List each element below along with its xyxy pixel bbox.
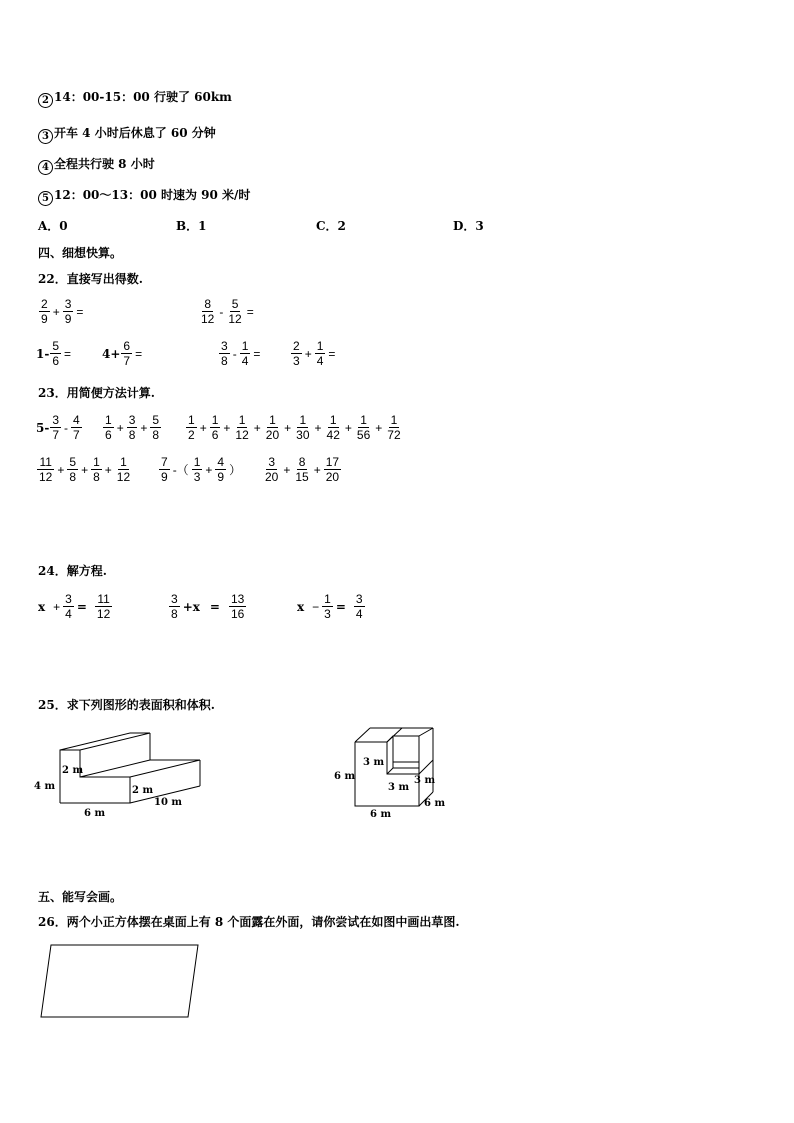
fraction: $\frac{1}{6}$ xyxy=(211,413,219,442)
fraction: $\frac{1}{42}$ xyxy=(326,413,340,442)
fraction: $\frac{5}{6}$ xyxy=(52,339,60,368)
fraction: $\frac{1}{30}$ xyxy=(296,413,310,442)
q21-item-2: 2 14：00-15：00 行驶了 60km xyxy=(38,90,232,108)
q23-expr-1: 5- $\frac{3}{7}$ - $\frac{4}{7}$ xyxy=(36,413,80,442)
q23-expr-2: $\frac{1}{6}$ + $\frac{3}{8}$ + $\frac{5}{8}$ xyxy=(105,413,160,442)
label-height: 4 m xyxy=(34,781,56,792)
fraction: $\frac{3}{4}$ xyxy=(65,592,72,621)
option-d: D．3 xyxy=(453,219,484,233)
label-cut-3: 3 m xyxy=(414,775,436,786)
fraction: $\frac{1}{20}$ xyxy=(265,413,280,442)
q22-expr-6: $\frac{2}{3}$ + $\frac{1}{4}$ = xyxy=(293,339,336,368)
tabletop-parallelogram xyxy=(36,940,206,1022)
fraction: $\frac{5}{8}$ xyxy=(152,413,160,442)
circled-number: 3 xyxy=(38,129,53,144)
label-width: 6 m xyxy=(84,808,106,819)
section-5-heading: 五、能写会画。 xyxy=(38,890,123,904)
fraction: $\frac{1}{6}$ xyxy=(105,413,112,442)
option-c: C．2 xyxy=(316,219,346,233)
fraction: $\frac{1}{2}$ xyxy=(188,413,195,442)
label-width: 6 m xyxy=(370,809,392,820)
q21-item-3: 3 开车 4 小时后休息了 60 分钟 xyxy=(38,126,216,144)
fraction: $\frac{4}{7}$ xyxy=(73,413,80,442)
label-depth: 6 m xyxy=(424,798,446,809)
fraction: $\frac{4}{9}$ xyxy=(217,455,225,484)
fraction: $\frac{3}{8}$ xyxy=(221,339,228,368)
fraction: $\frac{3}{9}$ xyxy=(64,297,72,326)
fraction: $\frac{5}{12}$ xyxy=(228,297,242,326)
cube-cutout-figure xyxy=(330,722,450,822)
fraction: $\frac{8}{15}$ xyxy=(295,455,309,484)
label-depth: 2 m xyxy=(132,785,154,796)
fraction: $\frac{1}{8}$ xyxy=(93,455,100,484)
fraction: $\frac{3}{8}$ xyxy=(128,413,136,442)
q23-expr-5: $\frac{7}{9}$ -（ $\frac{1}{3}$ + $\frac{4}{9}$ ） xyxy=(161,455,242,484)
option-a: A．0 xyxy=(38,219,68,233)
circled-number: 4 xyxy=(38,160,53,175)
q24-title: 24．解方程. xyxy=(38,564,107,578)
fraction: $\frac{1}{3}$ xyxy=(193,455,201,484)
q21-item-4: 4 全程共行驶 8 小时 xyxy=(38,157,155,175)
label-length: 10 m xyxy=(154,797,182,808)
fraction: $\frac{2}{3}$ xyxy=(293,339,300,368)
fraction: $\frac{7}{9}$ xyxy=(161,455,168,484)
fraction: $\frac{11}{12}$ xyxy=(96,592,111,621)
fraction: $\frac{1}{4}$ xyxy=(241,339,249,368)
q23-expr-3: $\frac{1}{2}$ + $\frac{1}{6}$ + $\frac{1}{12}$ + $\frac{1}{20}$ + $\frac{1}{30}$ + $\frac{1}{42}$ + $\frac{1}{56}$ + $\frac{1}{72}$ xyxy=(188,413,401,442)
fraction: $\frac{2}{9}$ xyxy=(41,297,48,326)
label-height: 6 m xyxy=(334,771,356,782)
q24-equation-2: $\frac{3}{8}$ +x = $\frac{13}{16}$ xyxy=(171,592,245,621)
fraction: $\frac{13}{16}$ xyxy=(230,592,245,621)
fraction: $\frac{11}{12}$ xyxy=(39,455,53,484)
fraction: $\frac{3}{20}$ xyxy=(265,455,279,484)
fraction: $\frac{6}{7}$ xyxy=(123,339,131,368)
label-step: 2 m xyxy=(62,765,84,776)
q25-title: 25．求下列图形的表面积和体积. xyxy=(38,698,215,712)
q24-equation-1: x + $\frac{3}{4}$ = $\frac{11}{12}$ xyxy=(38,592,111,621)
fraction: $\frac{3}{4}$ xyxy=(355,592,363,621)
fraction: $\frac{1}{12}$ xyxy=(235,413,249,442)
q22-expr-2: $\frac{8}{12}$ - $\frac{5}{12}$ = xyxy=(201,297,254,326)
q26-title: 26．两个小正方体摆在桌面上有 8 个面露在外面，请你尝试在如图中画出草图. xyxy=(38,915,460,929)
fraction: $\frac{1}{56}$ xyxy=(356,413,371,442)
q22-expr-5: $\frac{3}{8}$ - $\frac{1}{4}$ = xyxy=(221,339,261,368)
q23-expr-6: $\frac{3}{20}$ + $\frac{8}{15}$ + $\frac{17}{20}$ xyxy=(265,455,340,484)
fraction: $\frac{1}{72}$ xyxy=(387,413,401,442)
fraction: $\frac{1}{3}$ xyxy=(324,592,331,621)
label-cut-1: 3 m xyxy=(363,757,385,768)
fraction: $\frac{5}{8}$ xyxy=(69,455,77,484)
fraction: $\frac{1}{4}$ xyxy=(316,339,324,368)
q21-item-5: 5 12：00～13：00 时速为 90 米/时 xyxy=(38,188,250,206)
option-b: B．1 xyxy=(176,219,207,233)
q22-expr-1: $\frac{2}{9}$ + $\frac{3}{9}$ = xyxy=(41,297,84,326)
q23-expr-4: $\frac{11}{12}$ + $\frac{5}{8}$ + $\frac{1}{8}$ + $\frac{1}{12}$ xyxy=(39,455,131,484)
circled-number: 2 xyxy=(38,93,53,108)
fraction: $\frac{17}{20}$ xyxy=(325,455,340,484)
fraction: $\frac{8}{12}$ xyxy=(201,297,215,326)
q22-expr-4: 4+ $\frac{6}{7}$ = xyxy=(102,339,143,368)
q23-title: 23．用简便方法计算. xyxy=(38,386,155,400)
q22-expr-3: 1- $\frac{5}{6}$ = xyxy=(36,339,72,368)
section-4-heading: 四、细想快算。 xyxy=(38,246,123,260)
q24-equation-3: x − $\frac{1}{3}$ = $\frac{3}{4}$ xyxy=(297,592,363,621)
label-cut-2: 3 m xyxy=(388,782,410,793)
circled-number: 5 xyxy=(38,191,53,206)
q22-title: 22．直接写出得数. xyxy=(38,272,143,286)
fraction: $\frac{3}{7}$ xyxy=(52,413,60,442)
fraction: $\frac{1}{12}$ xyxy=(116,455,131,484)
fraction: $\frac{3}{8}$ xyxy=(171,592,178,621)
stair-solid-figure xyxy=(30,725,230,825)
